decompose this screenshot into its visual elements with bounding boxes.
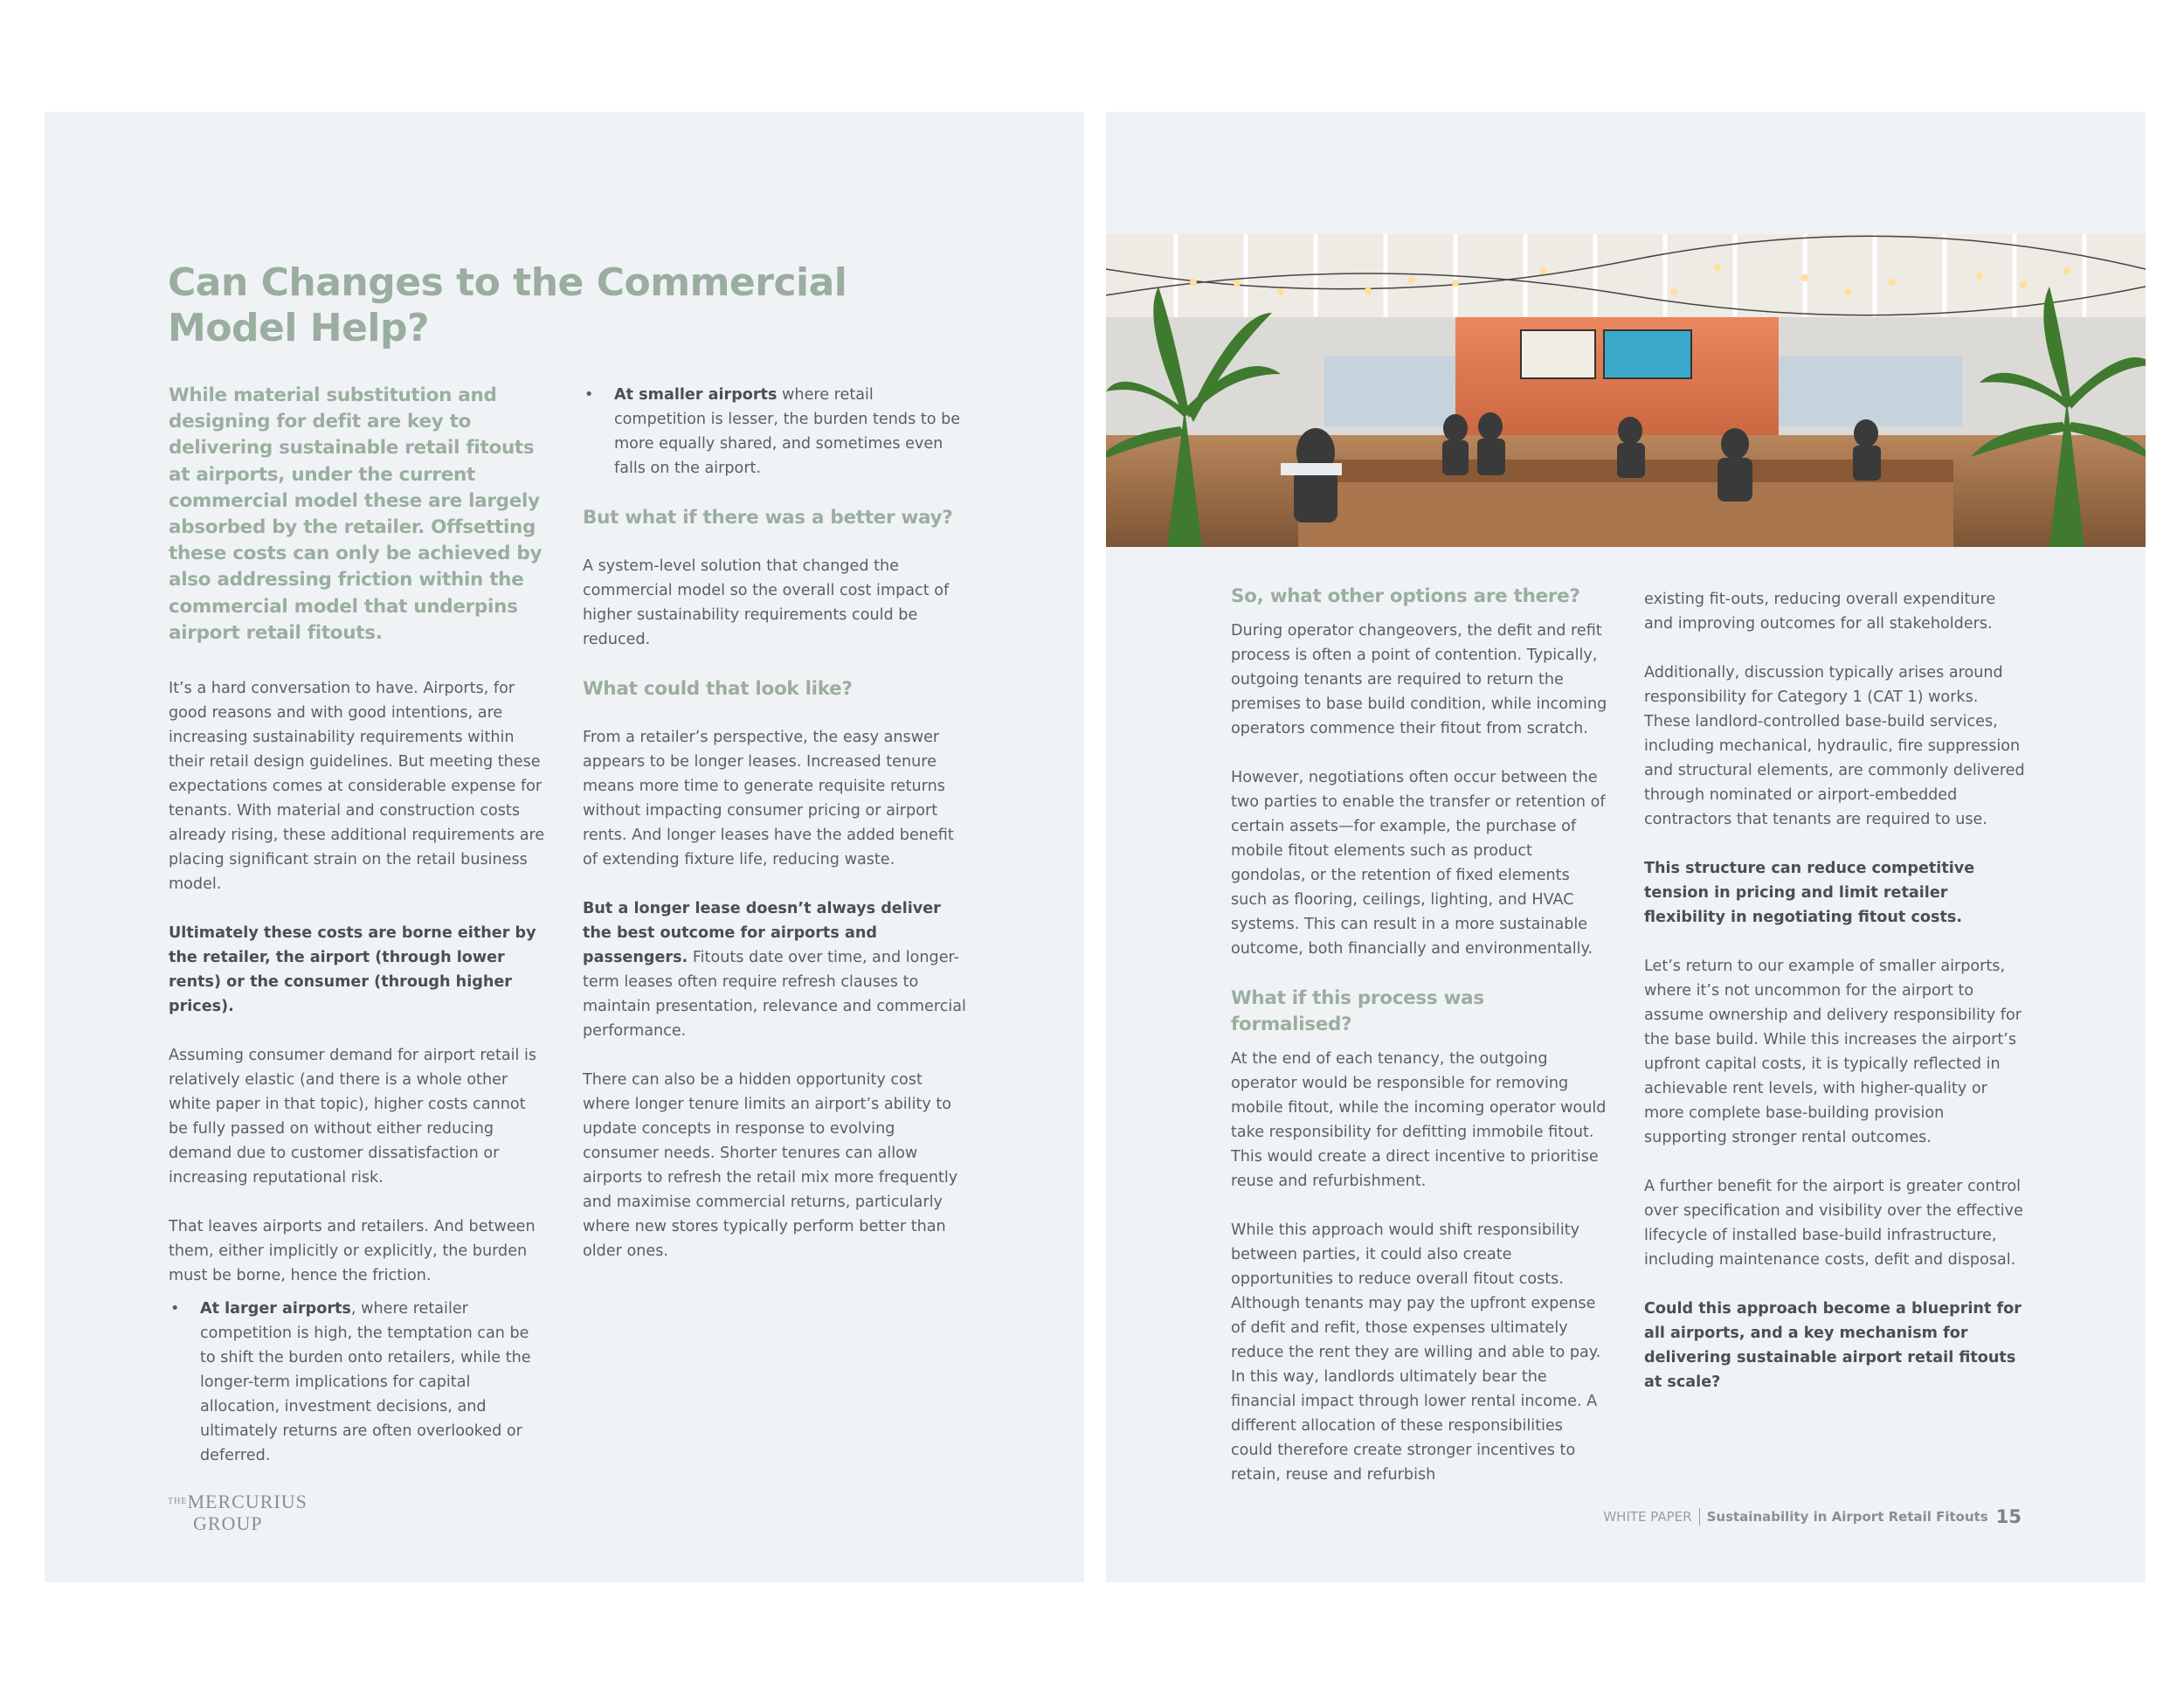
- logo-group: GROUP: [193, 1512, 263, 1534]
- bold-closing-question: Could this approach become a blueprint for all airports, and a key mechanism for delivering sustainable airport retail fitouts at scale?: [1644, 1300, 2022, 1391]
- bullet-icon: •: [584, 386, 594, 404]
- logo-mercurius: MERCURIUS: [187, 1491, 308, 1512]
- right-page: [1106, 112, 2146, 1582]
- section-heading-formalised: What if this process was formalised?: [1231, 987, 1484, 1035]
- paragraph: Assuming consumer demand for airport retail is relatively elastic (and there is a whole other white paper in that topic), higher costs cannot be fully passed on without either reducing demand due to customer dissatisfaction or increasing reputational risk.: [169, 1047, 537, 1187]
- bold-sentence: But a longer lease doesn’t always deliver the best outcome for airports and passengers.: [583, 900, 941, 966]
- paragraph: It’s a hard conversation to have. Airports, for good reasons and with good intentions, are increasing sustainability requirements within their retail design guidelines. But meeting these expectations comes at considerable expense for tenants. With material and construction costs already rising, these additional requirements are placing significant strain on the retail business model.: [169, 680, 545, 894]
- page-footer: [1603, 1506, 2022, 1527]
- right-column-1: [1231, 584, 1608, 1512]
- left-column-1: [169, 383, 546, 1492]
- paragraph: Let’s return to our example of smaller airports, where it’s not uncommon for the airport to assume ownership and delivery responsibility for the base build. While this increases the airport’s upfront capital costs, it is typically reflected in achievable rent levels, with higher-quality or more complete base-building provision supporting stronger rental outcomes.: [1644, 958, 2022, 1146]
- page-title: Can Changes to the Commercial Model Help?: [168, 260, 847, 350]
- bullet-text: where retail competition is lesser, the burden tends to be more equally shared, and sometimes even falls on the airport.: [614, 386, 961, 477]
- bold-paragraph: Ultimately these costs are borne either by the retailer, the airport (through lower rents) or the consumer (through higher prices).: [169, 924, 536, 1016]
- footer-divider: [1699, 1508, 1700, 1525]
- bullet-bold-label: At smaller airports: [614, 386, 778, 404]
- paragraph: From a retailer’s perspective, the easy answer appears to be longer leases. Increased tenure means more time to generate requisite returns without impacting consumer pricing or airport rents. And longer leases have the added benefit of extending fixture life, reducing waste.: [583, 729, 954, 868]
- paragraph: A system-level solution that changed the commercial model so the overall cost impact of higher sustainability requirements could be reduced.: [583, 557, 950, 648]
- paragraph-text: Fitouts date over time, and longer-term leases often require refresh clauses to maintain presentation, relevance and commercial performance.: [583, 949, 966, 1040]
- bold-paragraph: This structure can reduce competitive tension in pricing and limit retailer flexibility in negotiating fitout costs.: [1644, 860, 1975, 926]
- paragraph: existing fit-outs, reducing overall expenditure and improving outcomes for all stakeholders.: [1644, 591, 1996, 633]
- logo-the: THE: [168, 1497, 188, 1506]
- paragraph: While this approach would shift responsibility between parties, it could also create opportunities to reduce overall fitout costs. Although tenants may pay the upfront expense of defit and refit, those expenses ultimately reduce the rent they are willing and able to pay. In this way, landlords ultimately bear the financial impact through lower rental income. A different allocation of these responsibilities could therefore create stronger incentives to retain, reuse and refurbish: [1231, 1221, 1601, 1484]
- bullet-icon: •: [170, 1300, 180, 1318]
- section-heading-options: So, what other options are there?: [1231, 585, 1580, 607]
- airport-dining-photo: [1106, 234, 2146, 547]
- section-heading-better-way: But what if there was a better way?: [583, 507, 953, 529]
- paragraph: However, negotiations often occur between the two parties to enable the transfer or retention of certain assets—for example, the purchase of mobile fitout elements such as product gondolas, or the retention of fixed elements such as flooring, ceilings, lighting, and HVAC systems. This can result in a more sustainable outcome, both financially and environmentally.: [1231, 769, 1606, 958]
- bullet-item-larger-airports: [169, 1297, 546, 1468]
- bullet-list: [583, 383, 967, 481]
- paragraph: There can also be a hidden opportunity cost where longer tenure limits an airport’s ability to update concepts in response to evolving consumer needs. Shorter tenures can allow airports to refresh the retail mix more frequently and maximise commercial returns, particularly where new stores typically perform better than older ones.: [583, 1071, 958, 1260]
- mixed-paragraph: [583, 896, 967, 1043]
- section-heading-look-like: What could that look like?: [583, 678, 853, 700]
- bullet-item-smaller-airports: [583, 383, 967, 481]
- paragraph: A further benefit for the airport is greater control over specification and visibility over the effective lifecycle of installed base-build infrastructure, including maintenance costs, defit and disposal.: [1644, 1178, 2023, 1269]
- bullet-bold-label: At larger airports: [200, 1300, 351, 1318]
- right-column-2: [1644, 587, 2028, 1419]
- paragraph: At the end of each tenancy, the outgoing operator would be responsible for removing mobile fitout, while the incoming operator would take responsibility for defitting immobile fitout. This would create a direct incentive to prioritise reuse and refurbishment.: [1231, 1050, 1607, 1190]
- left-column-2: [583, 383, 967, 1288]
- lead-paragraph: While material substitution and designing for defit are key to delivering sustainable retail fitouts at airports, under the current commercial model these are largely absorbed by the retailer. Offsetting these costs can only be achieved by also addressing friction within the commercial model that underpins airport retail fitouts.: [169, 384, 543, 644]
- left-page: [45, 112, 1084, 1582]
- footer-label: WHITE PAPER: [1603, 1509, 1692, 1525]
- paragraph: During operator changeovers, the defit and refit process is often a point of contention. Typically, outgoing tenants are required to return the premises to base build condition, while incoming operators commence their fitout from scratch.: [1231, 622, 1607, 737]
- paragraph: That leaves airports and retailers. And between them, either implicitly or explicitly, the burden must be borne, hence the friction.: [169, 1218, 536, 1285]
- paragraph: Additionally, discussion typically arises around responsibility for Category 1 (CAT 1) works. These landlord-controlled base-build services, including mechanical, hydraulic, fire suppression and structural elements, are commonly delivered through nominated or airport-embedded contractors that tenants are required to use.: [1644, 664, 2025, 828]
- footer-title: Sustainability in Airport Retail Fitouts: [1706, 1509, 1988, 1525]
- bullet-text: , where retailer competition is high, the temptation can be to shift the burden onto retailers, while the longer-term implications for capital allocation, investment decisions, and ultimately returns are often overlooked or deferred.: [200, 1300, 531, 1465]
- bullet-list: [169, 1297, 546, 1468]
- page-number: 15: [1995, 1506, 2022, 1527]
- mercurius-group-logo: [168, 1492, 308, 1533]
